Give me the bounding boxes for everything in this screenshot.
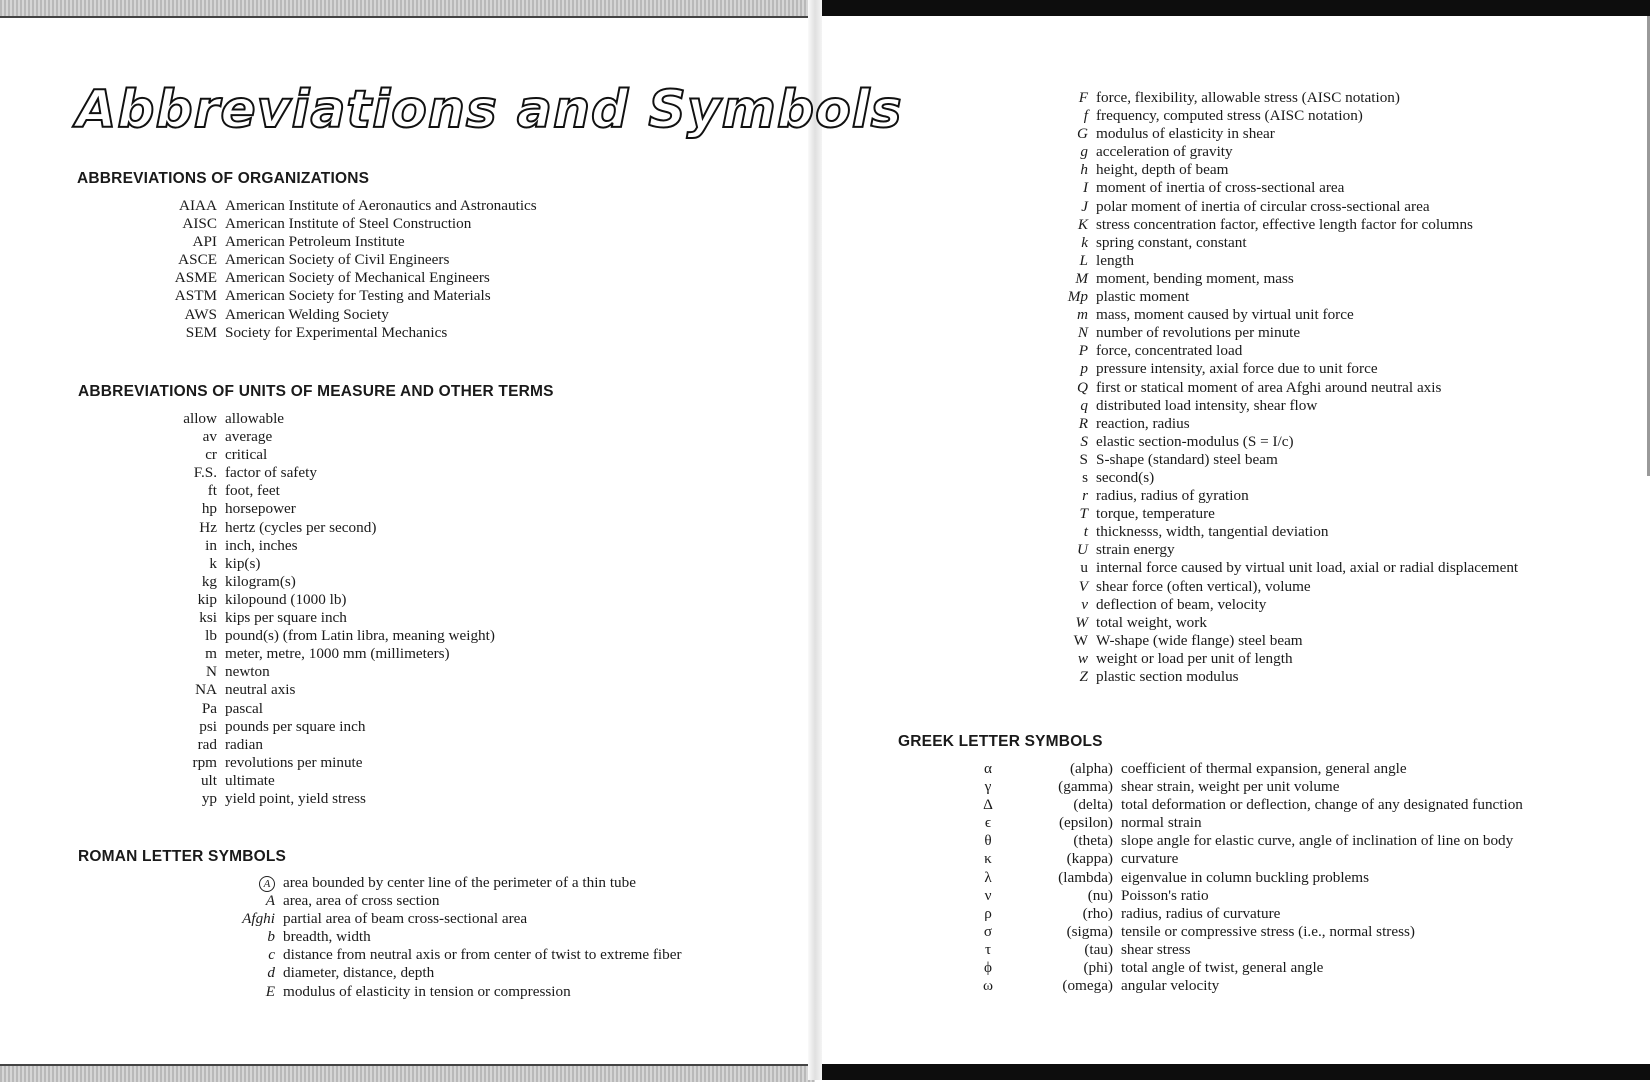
abbreviation-code: cr: [205, 446, 217, 464]
list-item: [1033, 324, 1518, 342]
list-item: [30, 681, 495, 699]
list-item: [28, 324, 537, 342]
list-item: [968, 923, 1523, 941]
abbreviation-definition: diameter, distance, depth: [283, 964, 435, 982]
abbreviation-definition: American Society of Civil Engineers: [225, 251, 450, 269]
abbreviation-code: W: [1073, 631, 1088, 649]
abbreviation-code: K: [1077, 215, 1088, 233]
abbreviation-code: d: [267, 964, 275, 982]
greek-definition: radius, radius of curvature: [1121, 904, 1281, 922]
abbreviation-code: Afghi: [242, 910, 275, 928]
list-item: [28, 306, 537, 324]
list-item: [1033, 216, 1518, 234]
abbreviation-code: AIAA: [179, 197, 217, 214]
abbreviation-definition: W-shape (wide flange) steel beam: [1096, 631, 1303, 649]
greek-definition: coefficient of thermal expansion, general angle: [1121, 760, 1407, 777]
abbreviation-definition: kips per square inch: [225, 609, 347, 627]
abbreviation-code: [83, 874, 283, 892]
list-item: [30, 573, 495, 591]
greek-name: (tau): [1084, 940, 1113, 958]
abbreviation-code: N: [206, 663, 217, 681]
abbreviation-definition: pressure intensity, axial force due to unit force: [1096, 360, 1378, 378]
abbreviation-code: lb: [205, 627, 217, 645]
abbreviation-code: p: [1080, 360, 1088, 378]
greek-definition: eigenvalue in column buckling problems: [1121, 868, 1370, 886]
abbreviation-definition: horsepower: [225, 500, 296, 518]
units-list: [30, 410, 495, 808]
abbreviation-code: S: [1080, 432, 1088, 450]
abbreviation-definition: American Welding Society: [225, 305, 389, 323]
list-item: [968, 905, 1523, 923]
abbreviation-code: av: [202, 428, 217, 446]
list-item: [1033, 487, 1518, 505]
abbreviation-code: w: [1077, 649, 1088, 667]
abbreviation-definition: total weight, work: [1096, 613, 1207, 631]
list-item: [968, 832, 1523, 850]
abbreviation-code: m: [205, 645, 217, 663]
abbreviation-definition: foot, feet: [225, 482, 280, 500]
abbreviation-definition: inch, inches: [225, 536, 298, 554]
list-item: [30, 790, 495, 808]
abbreviation-definition: Society for Experimental Mechanics: [225, 323, 448, 341]
abbreviation-code: ft: [207, 482, 217, 500]
abbreviation-code: k: [209, 554, 217, 572]
list-item: [30, 428, 495, 446]
abbreviation-code: h: [1080, 161, 1088, 179]
greek-definition: normal strain: [1121, 814, 1202, 832]
list-item: [1033, 451, 1518, 469]
list-item: [28, 287, 537, 305]
greek-definition: tensile or compressive stress (i.e., normal stress): [1121, 922, 1415, 940]
list-item: [1033, 143, 1518, 161]
abbreviation-definition: distance from neutral axis or from center of twist to extreme fiber: [283, 946, 682, 964]
list-item: [1033, 360, 1518, 378]
list-item: [28, 233, 537, 251]
list-item: [968, 814, 1523, 832]
abbreviation-definition: acceleration of gravity: [1096, 143, 1233, 161]
abbreviation-definition: kilopound (1000 lb): [225, 590, 347, 608]
abbreviation-code: NA: [195, 681, 217, 699]
abbreviation-code: g: [1080, 143, 1088, 161]
list-item: [1033, 198, 1518, 216]
abbreviation-definition: yield point, yield stress: [225, 789, 366, 807]
list-item: [1033, 469, 1518, 487]
greek-name: (sigma): [1066, 922, 1113, 940]
greek-symbol: γ: [984, 778, 992, 796]
abbreviation-definition: radius, radius of gyration: [1096, 487, 1249, 505]
heading-units: ABBREVIATIONS OF UNITS OF MEASURE AND OTHER TERMS: [78, 383, 554, 400]
list-item: [30, 609, 495, 627]
abbreviation-code: G: [1077, 125, 1088, 143]
abbreviation-code: s: [1082, 468, 1088, 486]
abbreviation-code: allow: [183, 410, 217, 427]
list-item: [968, 941, 1523, 959]
list-item: [83, 874, 682, 892]
list-item: [1033, 107, 1518, 125]
abbreviation-definition: thicknesss, width, tangential deviation: [1096, 523, 1329, 541]
abbreviation-definition: spring constant, constant: [1096, 233, 1247, 251]
abbreviation-code: v: [1081, 595, 1088, 613]
greek-symbol: λ: [984, 868, 992, 886]
abbreviation-code: hp: [201, 500, 217, 518]
list-item: [1033, 415, 1518, 433]
heading-roman: ROMAN LETTER SYMBOLS: [78, 848, 287, 865]
abbreviation-code: Q: [1077, 378, 1088, 396]
abbreviation-definition: height, depth of beam: [1096, 161, 1229, 179]
roman-symbols-list-right: [1033, 89, 1518, 686]
scan-edge-top-right: [815, 0, 1650, 16]
list-item: [1033, 179, 1518, 197]
greek-symbol: σ: [983, 922, 993, 940]
list-item: [1033, 234, 1518, 252]
list-item: [968, 778, 1523, 796]
list-item: [1033, 650, 1518, 668]
greek-name: (lambda): [1058, 868, 1113, 886]
list-item: [28, 269, 537, 287]
greek-symbols-list: [968, 760, 1523, 995]
abbreviation-definition: revolutions per minute: [225, 753, 363, 771]
organizations-list: [28, 197, 537, 342]
abbreviation-code: L: [1079, 251, 1088, 269]
abbreviation-definition: second(s): [1096, 468, 1155, 486]
list-item: [83, 964, 682, 982]
list-item: [30, 754, 495, 772]
abbreviation-definition: polar moment of inertia of circular cross-sectional area: [1096, 197, 1430, 215]
abbreviation-definition: moment of inertia of cross-sectional area: [1096, 179, 1345, 197]
abbreviation-code: b: [267, 928, 275, 946]
list-item: [1033, 270, 1518, 288]
list-item: [30, 464, 495, 482]
abbreviation-definition: pounds per square inch: [225, 717, 366, 735]
greek-symbol: θ: [984, 832, 992, 850]
list-item: [30, 519, 495, 537]
abbreviation-definition: area, area of cross section: [283, 892, 440, 910]
list-item: [30, 627, 495, 645]
abbreviation-definition: elastic section-modulus (S = I/c): [1096, 432, 1294, 450]
abbreviation-code: V: [1078, 577, 1088, 595]
list-item: [1033, 379, 1518, 397]
list-item: [30, 482, 495, 500]
greek-name: (alpha): [1069, 760, 1113, 777]
abbreviation-code: rad: [197, 735, 217, 753]
abbreviation-code: Hz: [199, 518, 217, 536]
abbreviation-definition: American Petroleum Institute: [225, 233, 405, 251]
list-item: [30, 718, 495, 736]
abbreviation-code: kg: [201, 572, 217, 590]
abbreviation-definition: breadth, width: [283, 928, 371, 946]
greek-name: (gamma): [1058, 778, 1113, 796]
heading-organizations: ABBREVIATIONS OF ORGANIZATIONS: [77, 170, 370, 187]
abbreviation-definition: modulus of elasticity in tension or compression: [283, 982, 571, 1000]
greek-name: (delta): [1073, 796, 1113, 814]
abbreviation-code: SEM: [185, 323, 217, 341]
abbreviation-definition: plastic moment: [1096, 288, 1190, 306]
list-item: [83, 983, 682, 1001]
abbreviation-definition: frequency, computed stress (AISC notation): [1096, 107, 1363, 125]
list-item: [968, 796, 1523, 814]
list-item: [1033, 668, 1518, 686]
list-item: [1033, 89, 1518, 107]
abbreviation-code: R: [1078, 414, 1088, 432]
scan-edge-top-left: [0, 0, 815, 18]
list-item: [968, 850, 1523, 868]
list-item: [1033, 306, 1518, 324]
greek-name: (omega): [1062, 977, 1113, 995]
abbreviation-code: J: [1081, 197, 1088, 215]
list-item: [1033, 523, 1518, 541]
abbreviation-definition: strain energy: [1096, 541, 1175, 559]
list-item: [1033, 578, 1518, 596]
list-item: [28, 251, 537, 269]
greek-symbol: Δ: [983, 796, 993, 814]
abbreviation-definition: mass, moment caused by virtual unit force: [1096, 306, 1354, 324]
abbreviation-definition: force, flexibility, allowable stress (AISC notation): [1096, 89, 1400, 106]
greek-name: (rho): [1082, 904, 1113, 922]
abbreviation-definition: factor of safety: [225, 464, 317, 482]
heading-greek: GREEK LETTER SYMBOLS: [898, 733, 1103, 750]
greek-symbol: ϵ: [984, 814, 992, 832]
abbreviation-definition: distributed load intensity, shear flow: [1096, 396, 1318, 414]
greek-symbol: ω: [983, 977, 993, 995]
abbreviation-code: u: [1080, 559, 1088, 577]
abbreviation-code: ASME: [174, 269, 217, 287]
list-item: [30, 537, 495, 555]
abbreviation-definition: modulus of elasticity in shear: [1096, 125, 1275, 143]
abbreviation-definition: deflection of beam, velocity: [1096, 595, 1267, 613]
list-item: [968, 869, 1523, 887]
abbreviation-code: U: [1077, 541, 1088, 559]
list-item: [30, 446, 495, 464]
abbreviation-code: P: [1078, 342, 1088, 360]
list-item: [1033, 125, 1518, 143]
abbreviation-code: API: [192, 233, 217, 251]
list-item: [30, 591, 495, 609]
list-item: [28, 215, 537, 233]
abbreviation-definition: critical: [225, 446, 268, 464]
list-item: [30, 410, 495, 428]
abbreviation-definition: kip(s): [225, 554, 261, 572]
abbreviation-code: r: [1082, 487, 1088, 505]
abbreviation-code: W: [1075, 613, 1088, 631]
list-item: [1033, 252, 1518, 270]
abbreviation-code: ASCE: [178, 251, 217, 269]
abbreviation-code: ult: [200, 771, 217, 789]
abbreviation-code: rpm: [192, 753, 217, 771]
greek-definition: slope angle for elastic curve, angle of inclination of line on body: [1121, 832, 1514, 850]
list-item: [968, 959, 1523, 977]
abbreviation-code: yp: [201, 789, 217, 807]
greek-symbol: ρ: [984, 904, 992, 922]
list-item: [968, 887, 1523, 905]
list-item: [1033, 433, 1518, 451]
list-item: [30, 772, 495, 790]
list-item: [1033, 505, 1518, 523]
greek-definition: total deformation or deflection, change of any designated function: [1121, 796, 1523, 814]
abbreviation-code: f: [1083, 107, 1088, 125]
abbreviation-definition: partial area of beam cross-sectional area: [283, 910, 528, 928]
list-item: [968, 977, 1523, 995]
abbreviation-definition: American Institute of Aeronautics and Astronautics: [225, 197, 537, 214]
abbreviation-definition: American Institute of Steel Construction: [225, 215, 472, 233]
roman-symbols-list-left: [83, 874, 682, 1001]
abbreviation-code: I: [1082, 179, 1088, 197]
greek-symbol: α: [984, 760, 992, 777]
abbreviation-definition: American Society of Mechanical Engineers: [225, 269, 490, 287]
abbreviation-definition: area bounded by center line of the perimeter of a thin tube: [283, 874, 636, 891]
list-item: [1033, 541, 1518, 559]
greek-name: (epsilon): [1059, 814, 1113, 832]
abbreviation-definition: shear force (often vertical), volume: [1096, 577, 1311, 595]
list-item: [1033, 288, 1518, 306]
abbreviation-code: T: [1079, 505, 1088, 523]
greek-symbol: ν: [984, 886, 992, 904]
abbreviation-code: N: [1077, 324, 1088, 342]
abbreviation-code: F.S.: [193, 464, 217, 482]
greek-definition: total angle of twist, general angle: [1121, 959, 1324, 977]
abbreviation-code: AWS: [184, 305, 217, 323]
list-item: [1033, 632, 1518, 650]
abbreviation-definition: internal force caused by virtual unit load, axial or radial displacement: [1096, 559, 1519, 577]
list-item: [1033, 559, 1518, 577]
abbreviation-code: Mp: [1067, 288, 1088, 306]
greek-definition: shear strain, weight per unit volume: [1121, 778, 1340, 796]
abbreviation-code: q: [1080, 396, 1088, 414]
abbreviation-code: ksi: [199, 609, 217, 627]
list-item: [83, 910, 682, 928]
abbreviation-definition: first or statical moment of area Afghi around neutral axis: [1096, 378, 1442, 396]
list-item: [1033, 614, 1518, 632]
abbreviation-definition: pound(s) (from Latin libra, meaning weight): [225, 627, 495, 645]
list-item: [30, 645, 495, 663]
list-item: [30, 555, 495, 573]
list-item: [968, 760, 1523, 778]
abbreviation-definition: stress concentration factor, effective length factor for columns: [1096, 215, 1473, 233]
abbreviation-code: c: [268, 946, 275, 964]
list-item: [30, 500, 495, 518]
abbreviation-code: in: [205, 536, 217, 554]
abbreviation-definition: plastic section modulus: [1096, 668, 1239, 685]
abbreviation-code: Z: [1079, 668, 1088, 685]
abbreviation-definition: S-shape (standard) steel beam: [1096, 450, 1278, 468]
abbreviation-code: AISC: [182, 215, 217, 233]
abbreviation-code: E: [265, 982, 275, 1000]
list-item: [30, 736, 495, 754]
abbreviation-code: A: [265, 892, 275, 910]
list-item: [1033, 397, 1518, 415]
abbreviation-definition: neutral axis: [225, 681, 296, 699]
list-item: [30, 663, 495, 681]
abbreviation-definition: newton: [225, 663, 270, 681]
abbreviation-code: kip: [197, 590, 217, 608]
greek-definition: angular velocity: [1121, 977, 1220, 995]
greek-name: (theta): [1073, 832, 1113, 850]
greek-definition: Poisson's ratio: [1121, 886, 1209, 904]
abbreviation-code: k: [1081, 233, 1088, 251]
abbreviation-definition: reaction, radius: [1096, 414, 1190, 432]
abbreviation-definition: force, concentrated load: [1096, 342, 1243, 360]
list-item: [28, 197, 537, 215]
list-item: [83, 928, 682, 946]
abbreviation-definition: ultimate: [225, 771, 275, 789]
greek-name: (kappa): [1066, 850, 1113, 868]
abbreviation-definition: weight or load per unit of length: [1096, 649, 1293, 667]
list-item: [1033, 342, 1518, 360]
greek-symbol: ϕ: [984, 959, 992, 977]
scan-edge-bottom-left: [0, 1064, 815, 1082]
book-gutter: [808, 0, 822, 1080]
abbreviation-definition: length: [1096, 251, 1134, 269]
abbreviation-definition: meter, metre, 1000 mm (millimeters): [225, 645, 450, 663]
greek-definition: shear stress: [1121, 940, 1191, 958]
list-item: [1033, 161, 1518, 179]
list-item: [30, 700, 495, 718]
abbreviation-code: M: [1075, 269, 1088, 287]
abbreviation-definition: kilogram(s): [225, 572, 296, 590]
greek-symbol: τ: [984, 940, 992, 958]
abbreviation-code: m: [1077, 306, 1088, 324]
abbreviation-definition: moment, bending moment, mass: [1096, 269, 1294, 287]
abbreviation-code: S: [1079, 450, 1088, 468]
greek-name: (phi): [1083, 959, 1113, 977]
abbreviation-definition: torque, temperature: [1096, 505, 1215, 523]
greek-definition: curvature: [1121, 850, 1179, 868]
abbreviation-definition: number of revolutions per minute: [1096, 324, 1301, 342]
abbreviation-definition: hertz (cycles per second): [225, 518, 377, 536]
list-item: [83, 946, 682, 964]
abbreviation-code: F: [1078, 89, 1088, 106]
greek-name: (nu): [1087, 886, 1113, 904]
abbreviation-code: Pa: [201, 699, 217, 717]
circled-a-symbol: A: [259, 876, 275, 892]
abbreviation-definition: pascal: [225, 699, 263, 717]
abbreviation-definition: allowable: [225, 410, 285, 427]
abbreviation-definition: American Society for Testing and Materials: [225, 287, 491, 305]
abbreviation-code: psi: [199, 717, 217, 735]
abbreviation-code: t: [1083, 523, 1088, 541]
abbreviation-definition: radian: [225, 735, 263, 753]
scan-edge-bottom-right: [815, 1064, 1650, 1080]
abbreviation-definition: average: [225, 428, 273, 446]
abbreviation-code: ASTM: [174, 287, 217, 305]
list-item: [1033, 596, 1518, 614]
page-title: Abbreviations and Symbols: [76, 80, 903, 140]
list-item: [83, 892, 682, 910]
greek-symbol: κ: [984, 850, 992, 868]
